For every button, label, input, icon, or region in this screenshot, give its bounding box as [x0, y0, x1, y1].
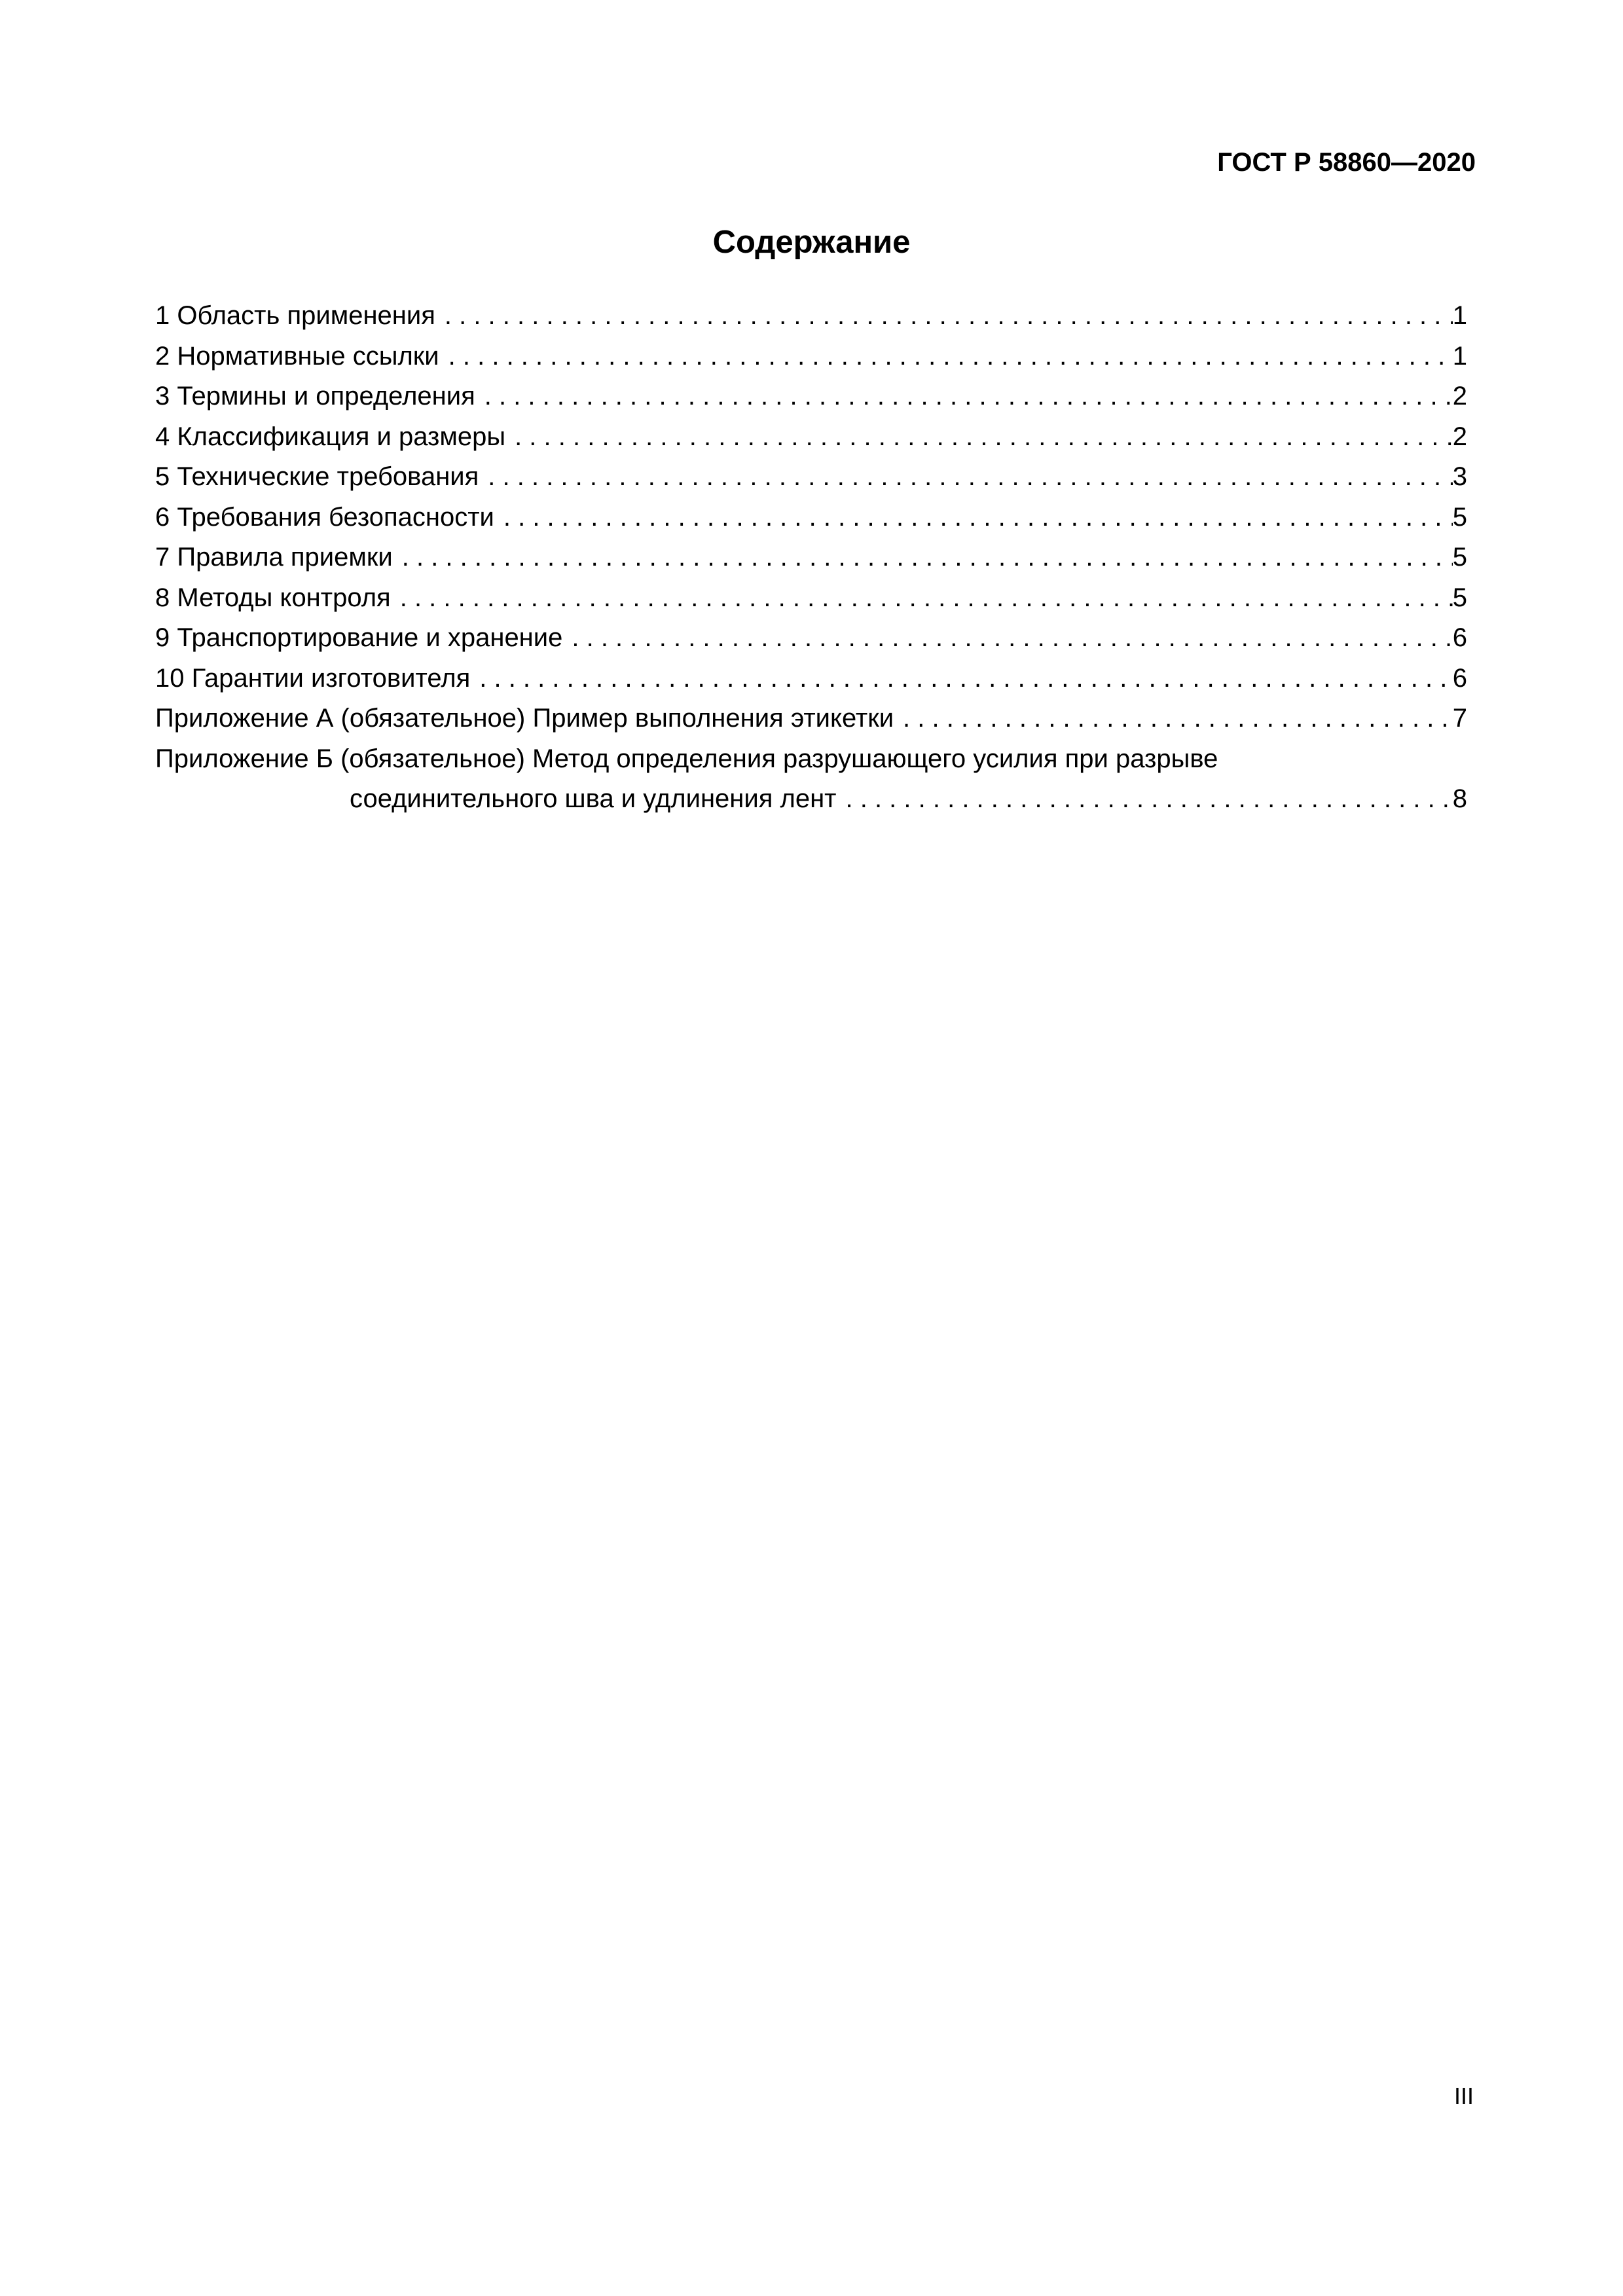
toc-entry[interactable] — [155, 699, 1467, 739]
toc-leader-dots — [503, 498, 1453, 538]
toc-leader-dots — [484, 376, 1453, 417]
toc-entry-label: 8 Методы контроля — [155, 583, 391, 612]
toc-entry-continuation[interactable] — [155, 779, 1467, 820]
toc-entry-page: 7 — [1452, 704, 1467, 733]
toc-title: Содержание — [712, 225, 911, 260]
toc-leader-dots — [515, 417, 1453, 458]
toc-entry[interactable] — [155, 578, 1467, 619]
toc-entry[interactable] — [155, 659, 1467, 699]
toc-entry[interactable] — [155, 538, 1467, 578]
toc-entry-page: 2 — [1452, 382, 1467, 410]
toc-entry-label: 5 Технические требования — [155, 462, 479, 491]
toc-entry[interactable] — [155, 618, 1467, 659]
toc-entry-label: 1 Область применения — [155, 301, 435, 330]
toc-entry-page: 5 — [1452, 543, 1467, 572]
toc-leader-dots — [903, 699, 1453, 739]
toc-entry-page: 8 — [1452, 784, 1467, 813]
toc-entry[interactable] — [155, 296, 1467, 337]
toc-entry-page: 6 — [1452, 623, 1467, 652]
page-number: III — [1453, 2083, 1474, 2109]
toc-entry-label: 4 Классификация и размеры — [155, 422, 506, 451]
toc-entry-page: 2 — [1452, 422, 1467, 451]
toc-entry-label: Приложение А (обязательное) Пример выполнения этикетки — [155, 704, 894, 733]
toc-leader-dots — [402, 538, 1453, 578]
toc-entry[interactable] — [155, 739, 1467, 780]
toc-leader-dots — [400, 578, 1453, 619]
toc-entry-label: Приложение Б (обязательное) Метод определения разрушающего усилия при разрыве — [155, 744, 1218, 773]
toc-entry-label: 6 Требования безопасности — [155, 502, 494, 532]
toc-entry-label: 3 Термины и определения — [155, 382, 475, 410]
toc-entry-page: 3 — [1452, 462, 1467, 491]
toc-leader-dots — [488, 457, 1452, 498]
toc-entry[interactable] — [155, 498, 1467, 538]
toc-entry-label: 2 Нормативные ссылки — [155, 341, 439, 371]
table-of-contents — [155, 296, 1467, 820]
toc-entry-page: 5 — [1452, 502, 1467, 532]
document-code: ГОСТ Р 58860—2020 — [1217, 148, 1476, 177]
toc-entry-page: 1 — [1452, 301, 1467, 330]
toc-entry-page: 5 — [1452, 583, 1467, 612]
toc-entry-label: 9 Транспортирование и хранение — [155, 623, 563, 652]
toc-entry[interactable] — [155, 337, 1467, 377]
toc-entry-label: 10 Гарантии изготовителя — [155, 663, 471, 693]
toc-entry-page: 1 — [1452, 341, 1467, 371]
toc-leader-dots — [479, 659, 1453, 699]
toc-leader-dots — [846, 779, 1453, 820]
toc-entry[interactable] — [155, 457, 1467, 498]
toc-entry-page: 6 — [1452, 663, 1467, 693]
toc-entry-label-continuation: соединительного шва и удлинения лент — [350, 784, 837, 813]
toc-entry[interactable] — [155, 376, 1467, 417]
toc-leader-dots — [572, 618, 1452, 659]
toc-entry-label: 7 Правила приемки — [155, 543, 393, 572]
toc-leader-dots — [445, 296, 1453, 337]
toc-leader-dots — [448, 337, 1453, 377]
toc-entry[interactable] — [155, 417, 1467, 458]
